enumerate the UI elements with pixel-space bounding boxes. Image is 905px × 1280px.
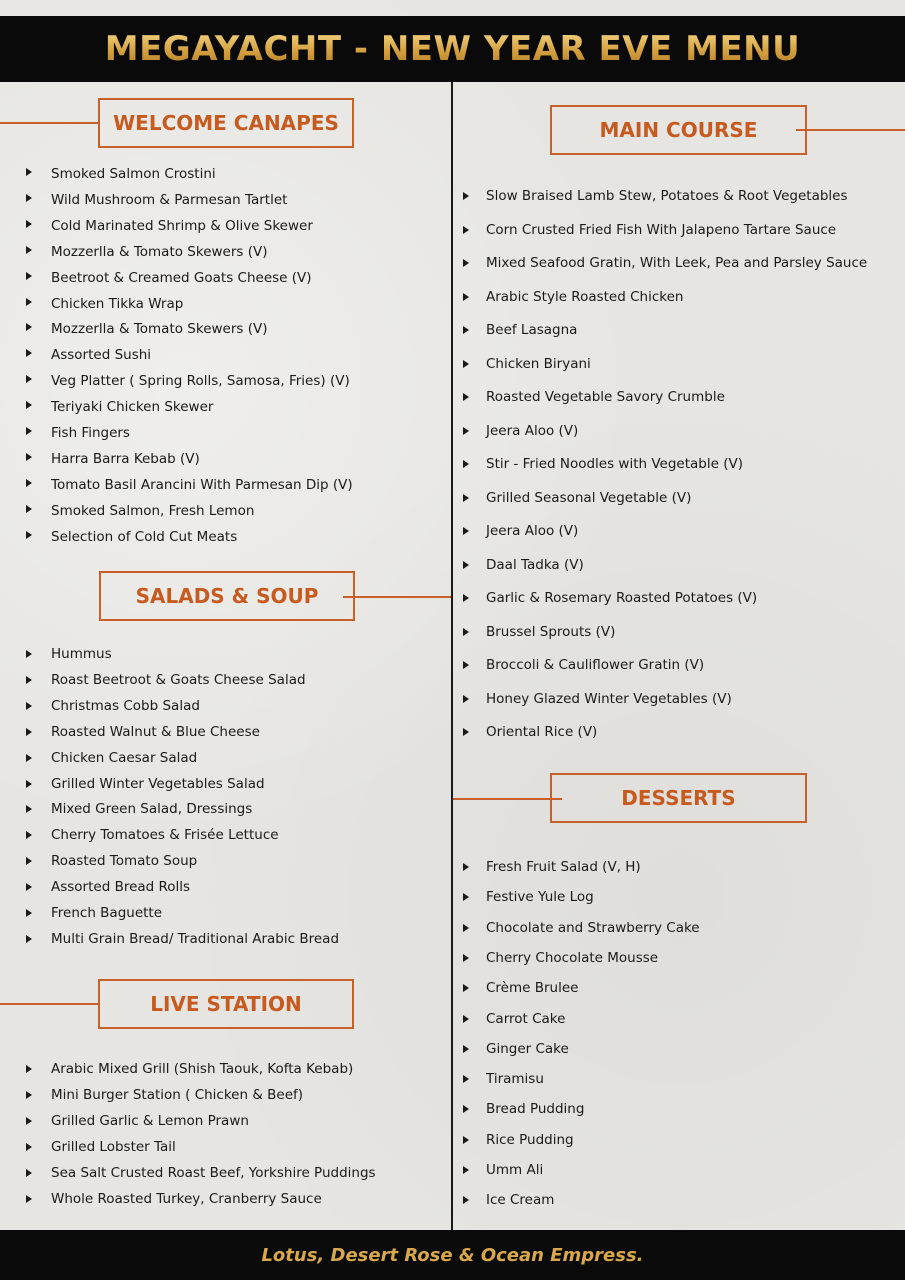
menu-item-label: Tiramisu [486,1071,544,1088]
bullet-icon [463,226,469,234]
menu-item-label: Multi Grain Bread/ Traditional Arabic Bread [51,930,340,947]
menu-item-label: Rice Pudding [486,1131,574,1148]
bullet-icon [26,453,32,461]
menu-item-label: Daal Tadka (V) [486,556,584,573]
bullet-icon [463,326,469,334]
menu-item-label: Assorted Sushi [51,347,152,364]
menu-title: MEGAYACHT - NEW YEAR EVE MENU [104,29,801,69]
live-station-connector-line [0,1003,100,1005]
bullet-icon [26,375,32,383]
bullet-icon [463,561,469,569]
welcome-connector-line [0,122,100,124]
desserts-connector-line [453,798,562,800]
bullet-icon [26,168,32,176]
bullet-icon [463,460,469,468]
bullet-icon [26,220,32,228]
menu-item-label: Festive Yule Log [486,889,594,906]
menu-item-label: Oriental Rice (V) [486,724,598,740]
menu-item-label: Mozzerlla & Tomato Skewers (V) [51,321,268,338]
salads-connector-line [343,596,451,598]
bullet-icon [463,594,469,602]
menu-item-label: Hummus [51,646,112,662]
menu-item-label: Chocolate and Strawberry Cake [486,919,700,936]
bullet-icon [26,349,32,357]
bullet-icon [26,702,32,710]
menu-item-label: Cold Marinated Shrimp & Olive Skewer [51,217,313,234]
bullet-icon [26,272,32,280]
bullet-icon [463,628,469,636]
bullet-icon [26,1091,32,1099]
footer-band [0,1230,905,1280]
menu-item-label: Teriyaki Chicken Skewer [51,399,214,416]
menu-item-label: Slow Braised Lamb Stew, Potatoes & Root Vegetables [486,188,848,204]
bullet-icon [26,323,32,331]
menu-item-label: Cherry Tomatoes & Frisée Lettuce [51,827,279,844]
menu-item-label: Roasted Tomato Soup [51,853,198,870]
bullet-icon [26,805,32,813]
menu-item-label: Grilled Garlic & Lemon Prawn [51,1112,249,1129]
footer-vessels: Lotus, Desert Rose & Ocean Empress. [261,1244,644,1266]
menu-item-label: Sea Salt Crusted Roast Beef, Yorkshire Puddings [51,1164,376,1181]
menu-item-label: Arabic Style Roasted Chicken [486,288,684,305]
menu-item-label: Smoked Salmon, Fresh Lemon [51,502,255,519]
bullet-icon [463,728,469,736]
bullet-icon [463,1075,469,1083]
menu-item-label: Selection of Cold Cut Meats [51,528,238,545]
bullet-icon [463,924,469,932]
bullet-icon [463,393,469,401]
menu-item-label: Mini Burger Station ( Chicken & Beef) [51,1086,304,1103]
menu-item-label: Tomato Basil Arancini With Parmesan Dip (V) [51,476,353,493]
menu-item-label: Ice Cream [486,1192,555,1209]
menu-item-label: Umm Ali [486,1162,544,1178]
menu-item-label: Arabic Mixed Grill (Shish Taouk, Kofta Kebab) [51,1061,354,1077]
main-course-heading: MAIN COURSE [550,105,807,155]
menu-item-label: Bread Pudding [486,1101,585,1118]
menu-item-label: Corn Crusted Fried Fish With Jalapeno Tartare Sauce [486,221,837,238]
menu-item-label: Grilled Winter Vegetables Salad [51,775,265,792]
bullet-icon [463,1136,469,1144]
menu-item-label: Garlic & Rosemary Roasted Potatoes (V) [486,590,758,606]
menu-item-label: Roast Beetroot & Goats Cheese Salad [51,671,306,688]
bullet-icon [463,192,469,200]
bullet-icon [26,728,32,736]
menu-item-label: French Baguette [51,905,163,921]
menu-item-label: Veg Platter ( Spring Rolls, Samosa, Fries) (V) [51,373,350,390]
bullet-icon [463,293,469,301]
menu-item-label: Chicken Biryani [486,355,591,372]
bullet-icon [26,194,32,202]
desserts-heading: DESSERTS [550,773,807,823]
bullet-icon [26,650,32,658]
bullet-icon [463,494,469,502]
bullet-icon [26,676,32,684]
menu-item-label: Beef Lasagna [486,322,578,338]
menu-item-label: Roasted Walnut & Blue Cheese [51,723,260,740]
bullet-icon [26,909,32,917]
bullet-icon [26,479,32,487]
bullet-icon [26,298,32,306]
menu-item-label: Brussel Sprouts (V) [486,623,616,640]
live-station-heading: LIVE STATION [98,979,354,1029]
bullet-icon [26,857,32,865]
menu-item-label: Grilled Seasonal Vegetable (V) [486,489,692,506]
menu-item-label: Mozzerlla & Tomato Skewers (V) [51,243,268,260]
bullet-icon [463,954,469,962]
bullet-icon [463,1166,469,1174]
bullet-icon [463,360,469,368]
menu-item-label: Smoked Salmon Crostini [51,166,216,182]
bullet-icon [463,1015,469,1023]
bullet-icon [26,780,32,788]
bullet-icon [26,427,32,435]
bullet-icon [26,531,32,539]
bullet-icon [26,1169,32,1177]
menu-item-label: Honey Glazed Winter Vegetables (V) [486,690,732,707]
welcome-canapes-heading: WELCOME CANAPES [98,98,354,148]
menu-item-label: Mixed Seafood Gratin, With Leek, Pea and Parsley Sauce [486,255,868,271]
bullet-icon [26,1195,32,1203]
menu-item-label: Broccoli & Cauliflower Gratin (V) [486,657,705,673]
bullet-icon [26,401,32,409]
bullet-icon [463,1105,469,1113]
bullet-icon [463,695,469,703]
bullet-icon [463,984,469,992]
menu-item-label: Fish Fingers [51,425,130,441]
bullet-icon [463,863,469,871]
bullet-icon [463,527,469,535]
menu-item-label: Christmas Cobb Salad [51,697,200,714]
bullet-icon [26,754,32,762]
salads-soup-heading: SALADS & SOUP [99,571,355,621]
bullet-icon [463,893,469,901]
menu-item-label: Wild Mushroom & Parmesan Tartlet [51,191,288,208]
bullet-icon [463,259,469,267]
bullet-icon [463,1196,469,1204]
menu-item-label: Harra Barra Kebab (V) [51,450,200,467]
menu-item-label: Carrot Cake [486,1010,566,1027]
bullet-icon [463,427,469,435]
menu-item-label: Whole Roasted Turkey, Cranberry Sauce [51,1190,322,1207]
menu-item-label: Cherry Chocolate Mousse [486,949,659,966]
menu-item-label: Chicken Tikka Wrap [51,295,184,312]
bullet-icon [26,935,32,943]
menu-item-label: Beetroot & Creamed Goats Cheese (V) [51,269,312,286]
bullet-icon [26,883,32,891]
bullet-icon [463,661,469,669]
bullet-icon [463,1045,469,1053]
menu-item-label: Jeera Aloo (V) [486,523,579,539]
menu-item-label: Ginger Cake [486,1040,569,1057]
menu-item-label: Grilled Lobster Tail [51,1138,176,1155]
bullet-icon [26,1117,32,1125]
header-band [0,16,905,82]
bullet-icon [26,1065,32,1073]
bullet-icon [26,831,32,839]
menu-item-label: Roasted Vegetable Savory Crumble [486,389,725,405]
menu-item-label: Stir - Fried Noodles with Vegetable (V) [486,456,743,472]
menu-item-label: Crème Brulee [486,980,579,997]
menu-item-label: Chicken Caesar Salad [51,749,198,766]
bullet-icon [26,246,32,254]
menu-item-label: Jeera Aloo (V) [486,422,579,439]
column-divider [451,82,453,1230]
bullet-icon [26,505,32,513]
menu-item-label: Mixed Green Salad, Dressings [51,801,253,818]
menu-item-label: Fresh Fruit Salad (V, H) [486,859,641,875]
main-course-connector-line [796,129,905,131]
menu-item-label: Assorted Bread Rolls [51,879,191,896]
bullet-icon [26,1143,32,1151]
